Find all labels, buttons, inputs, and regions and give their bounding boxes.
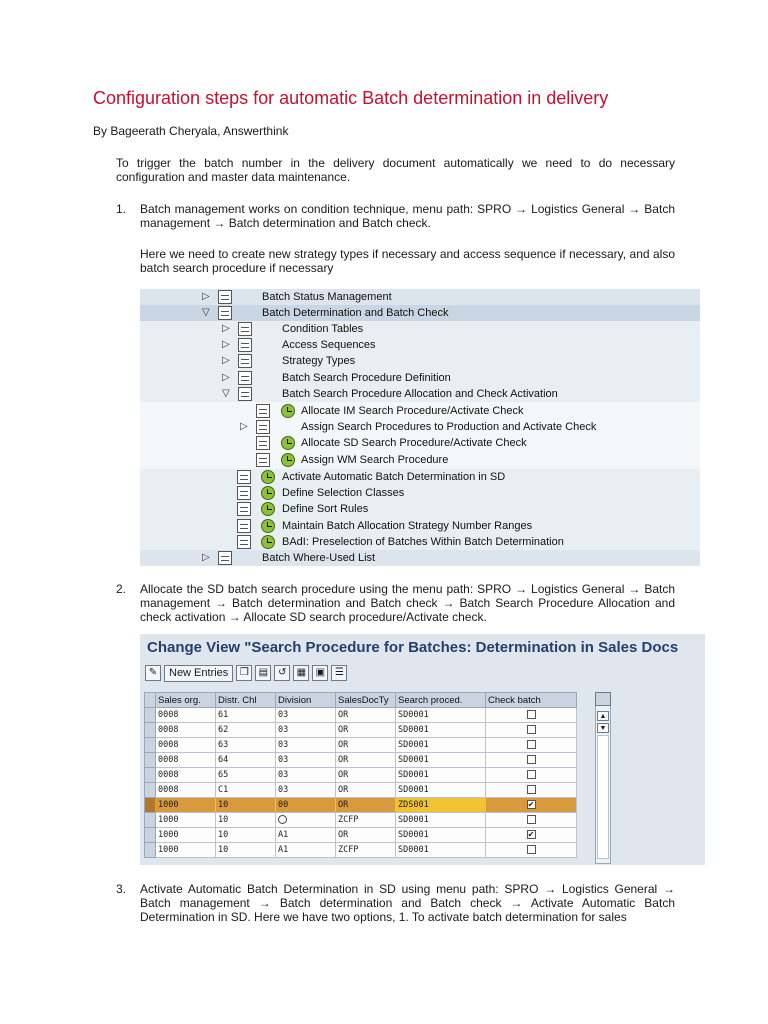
expand-triangle-icon[interactable]: ▷: [222, 339, 230, 350]
sales-doc-type-cell[interactable]: OR: [336, 798, 396, 813]
tree-node-label: Batch Where-Used List: [262, 552, 376, 564]
document-icon: [237, 470, 251, 484]
sales-doc-type-cell[interactable]: OR: [336, 828, 396, 843]
table-row[interactable]: [145, 738, 577, 753]
document-icon: [238, 338, 252, 352]
sales-org-cell[interactable]: 1000: [156, 813, 216, 828]
step-2-text: Allocate the SD batch search procedure using the menu path: SPRO → Logistics General → Batch management → Batch determination and Batch check → Batch Search Procedure Allocation and check activation → Allocate SD search procedure/Activate check.: [140, 582, 675, 624]
step-1-text: Batch management works on condition technique, menu path: SPRO → Logistics General → Batch management → Batch determination and Batch check.: [140, 202, 675, 230]
tree-node[interactable]: [140, 419, 700, 435]
check-batch-checkbox[interactable]: [527, 770, 536, 779]
tree-node[interactable]: [140, 353, 700, 369]
check-batch-cell[interactable]: [486, 828, 577, 843]
check-batch-cell[interactable]: [486, 708, 577, 723]
step-1-number: 1.: [116, 202, 127, 216]
sales-org-cell[interactable]: 1000: [156, 843, 216, 858]
tree-node[interactable]: [140, 403, 700, 419]
distr-chl-cell[interactable]: 10: [216, 798, 276, 813]
execute-clock-icon[interactable]: [261, 502, 275, 516]
tree-node-label: Condition Tables: [282, 323, 364, 335]
row-selector[interactable]: [145, 813, 156, 828]
table-row[interactable]: [145, 723, 577, 738]
sales-org-cell[interactable]: 0008: [156, 708, 216, 723]
row-selector[interactable]: [145, 708, 156, 723]
document-title: Configuration steps for automatic Batch determination in delivery: [93, 88, 609, 108]
distr-chl-cell[interactable]: 64: [216, 753, 276, 768]
execute-clock-icon[interactable]: [281, 436, 295, 450]
distr-chl-cell[interactable]: 10: [216, 813, 276, 828]
collapse-triangle-icon[interactable]: ▽: [222, 388, 230, 399]
tree-node[interactable]: [140, 485, 700, 501]
tree-node[interactable]: [140, 550, 700, 566]
division-cell[interactable]: 03: [276, 738, 336, 753]
sap-toolbar: [145, 664, 347, 682]
search-procedure-cell[interactable]: SD0001: [396, 828, 486, 843]
tree-node-label: Access Sequences: [282, 339, 376, 351]
document-icon: [256, 404, 270, 418]
tree-node[interactable]: [140, 386, 700, 402]
document-icon: [238, 387, 252, 401]
expand-triangle-icon[interactable]: ▷: [202, 291, 210, 302]
search-procedure-cell[interactable]: SD0001: [396, 843, 486, 858]
check-batch-checkbox[interactable]: [527, 815, 536, 824]
scrollbar-thumb[interactable]: [597, 735, 609, 859]
expand-triangle-icon[interactable]: ▷: [222, 372, 230, 383]
execute-clock-icon[interactable]: [281, 404, 295, 418]
search-procedure-cell[interactable]: SD0001: [396, 813, 486, 828]
sales-org-cell[interactable]: 0008: [156, 783, 216, 798]
division-cell[interactable]: A1: [276, 843, 336, 858]
check-batch-cell[interactable]: [486, 753, 577, 768]
new-entries-button[interactable]: New Entries: [164, 665, 233, 682]
tree-node[interactable]: [140, 501, 700, 517]
division-cell[interactable]: 00: [276, 798, 336, 813]
search-procedure-cell[interactable]: SD0001: [396, 738, 486, 753]
sales-doc-type-cell[interactable]: OR: [336, 708, 396, 723]
document-icon: [237, 519, 251, 533]
document-icon: [237, 502, 251, 516]
tree-node[interactable]: [140, 469, 700, 485]
search-procedure-table: [144, 692, 577, 858]
distr-chl-cell[interactable]: 61: [216, 708, 276, 723]
check-batch-checkbox[interactable]: ✔: [527, 830, 535, 839]
step-1-note: Here we need to create new strategy types if necessary and access sequence if necessary, and also batch search procedure if necessary: [140, 247, 675, 275]
check-batch-cell[interactable]: [486, 813, 577, 828]
column-header: Search proced.: [396, 693, 486, 708]
expand-triangle-icon[interactable]: ▷: [202, 552, 210, 563]
sales-org-cell[interactable]: 0008: [156, 768, 216, 783]
tree-node[interactable]: [140, 452, 700, 468]
tree-node-label: Batch Search Procedure Definition: [282, 372, 451, 384]
tree-node[interactable]: [140, 518, 700, 534]
expand-triangle-icon[interactable]: ▷: [222, 355, 230, 366]
table-row[interactable]: [145, 828, 577, 843]
execute-clock-icon[interactable]: [281, 453, 295, 467]
tree-node-label: Allocate SD Search Procedure/Activate Check: [301, 437, 527, 449]
column-header: SalesDocTy: [336, 693, 396, 708]
check-batch-cell[interactable]: [486, 783, 577, 798]
check-batch-cell[interactable]: [486, 723, 577, 738]
division-cell[interactable]: 03: [276, 768, 336, 783]
document-icon: [256, 420, 270, 434]
scroll-down-icon[interactable]: ▼: [597, 723, 609, 733]
table-row[interactable]: [145, 708, 577, 723]
deselect-icon[interactable]: ▣: [312, 665, 328, 681]
tree-node[interactable]: [140, 305, 700, 321]
row-selector-header: [145, 693, 156, 708]
undo-icon[interactable]: ↺: [274, 665, 290, 681]
select-all-icon[interactable]: ▦: [293, 665, 309, 681]
check-batch-cell[interactable]: [486, 738, 577, 753]
tree-node-label: Maintain Batch Allocation Strategy Number Ranges: [282, 520, 533, 532]
edit-pencil-icon[interactable]: ✎: [145, 665, 161, 681]
distr-chl-cell[interactable]: 65: [216, 768, 276, 783]
execute-clock-icon[interactable]: [261, 470, 275, 484]
vertical-scrollbar[interactable]: [595, 692, 611, 864]
division-cell[interactable]: A1: [276, 828, 336, 843]
row-selector[interactable]: [145, 828, 156, 843]
document-icon: [238, 371, 252, 385]
sales-org-cell[interactable]: 0008: [156, 723, 216, 738]
check-batch-checkbox[interactable]: [527, 785, 536, 794]
copy-icon[interactable]: ❐: [236, 665, 252, 681]
row-selector[interactable]: [145, 798, 156, 813]
sales-org-cell[interactable]: 1000: [156, 828, 216, 843]
document-icon: [238, 354, 252, 368]
row-selector[interactable]: [145, 768, 156, 783]
check-batch-checkbox[interactable]: [527, 710, 536, 719]
step-3-number: 3.: [116, 882, 127, 896]
details-icon[interactable]: ☰: [331, 665, 347, 681]
intro-paragraph: To trigger the batch number in the delivery document automatically we need to do necessary configuration and master data maintenance.: [116, 156, 675, 184]
distr-chl-cell[interactable]: 10: [216, 828, 276, 843]
table-row-highlighted[interactable]: [145, 798, 577, 813]
sales-doc-type-cell[interactable]: ZCFP: [336, 843, 396, 858]
row-selector[interactable]: [145, 753, 156, 768]
f4-help-icon[interactable]: [278, 815, 287, 824]
table-row[interactable]: [145, 768, 577, 783]
table-row[interactable]: [145, 813, 577, 828]
tree-node-label: Allocate IM Search Procedure/Activate Check: [301, 405, 524, 417]
tree-node[interactable]: [140, 321, 700, 337]
distr-chl-cell[interactable]: 63: [216, 738, 276, 753]
table-row[interactable]: [145, 843, 577, 858]
sales-doc-type-cell[interactable]: OR: [336, 783, 396, 798]
img-menu-tree: [140, 289, 700, 566]
search-procedure-cell[interactable]: SD0001: [396, 768, 486, 783]
tree-node-label: Define Selection Classes: [282, 487, 405, 499]
tree-node-label: BAdI: Preselection of Batches Within Batch Determination: [282, 536, 564, 548]
tree-node-label: Strategy Types: [282, 355, 356, 367]
check-batch-checkbox[interactable]: [527, 740, 536, 749]
search-procedure-cell[interactable]: SD0001: [396, 753, 486, 768]
check-batch-checkbox[interactable]: ✔: [527, 800, 535, 809]
expand-triangle-icon[interactable]: ▷: [240, 421, 248, 432]
check-batch-cell[interactable]: [486, 798, 577, 813]
column-settings-icon[interactable]: [595, 692, 611, 706]
sales-org-cell[interactable]: 1000: [156, 798, 216, 813]
row-selector[interactable]: [145, 738, 156, 753]
table-row[interactable]: [145, 783, 577, 798]
tree-node-label: Define Sort Rules: [282, 503, 369, 515]
sales-doc-type-cell[interactable]: OR: [336, 768, 396, 783]
step-2-number: 2.: [116, 582, 127, 596]
document-icon: [237, 535, 251, 549]
step-3-text: Activate Automatic Batch Determination in SD using menu path: SPRO → Logistics General → Batch management → Batch determination and Batch check → Activate Automatic Batch Determination in SD. Here we have two options, 1. To activate batch determination for sales: [140, 882, 675, 924]
document-icon: [237, 486, 251, 500]
img-sap-table: [140, 634, 705, 865]
check-batch-cell[interactable]: [486, 768, 577, 783]
search-procedure-cell[interactable]: SD0001: [396, 783, 486, 798]
division-cell[interactable]: 03: [276, 783, 336, 798]
column-header: Check batch: [486, 693, 577, 708]
column-header: Division: [276, 693, 336, 708]
byline: By Bageerath Cheryala, Answerthink: [93, 124, 289, 138]
document-icon: [256, 436, 270, 450]
check-batch-checkbox[interactable]: [527, 755, 536, 764]
tree-node[interactable]: [140, 289, 700, 305]
sales-doc-type-cell[interactable]: OR: [336, 753, 396, 768]
sales-org-cell[interactable]: 0008: [156, 753, 216, 768]
expand-triangle-icon[interactable]: ▷: [222, 323, 230, 334]
execute-clock-icon[interactable]: [261, 535, 275, 549]
search-procedure-cell[interactable]: ZDS001: [396, 798, 486, 813]
check-batch-cell[interactable]: [486, 843, 577, 858]
tree-node-label: Assign Search Procedures to Production and Activate Check: [301, 421, 597, 433]
execute-clock-icon[interactable]: [261, 486, 275, 500]
row-selector[interactable]: [145, 723, 156, 738]
check-batch-checkbox[interactable]: [527, 845, 536, 854]
division-cell[interactable]: 03: [276, 723, 336, 738]
document-icon: [256, 453, 270, 467]
distr-chl-cell[interactable]: C1: [216, 783, 276, 798]
tree-node[interactable]: [140, 435, 700, 451]
tree-node-label: Batch Status Management: [262, 291, 392, 303]
document-icon: [218, 290, 232, 304]
execute-clock-icon[interactable]: [261, 519, 275, 533]
tree-node-label: Assign WM Search Procedure: [301, 454, 449, 466]
tree-node[interactable]: [140, 337, 700, 353]
sales-org-cell[interactable]: 0008: [156, 738, 216, 753]
table-row[interactable]: [145, 753, 577, 768]
distr-chl-cell[interactable]: 62: [216, 723, 276, 738]
column-header: Distr. Chl: [216, 693, 276, 708]
division-cell[interactable]: [276, 813, 336, 828]
scroll-up-icon[interactable]: ▲: [597, 711, 609, 721]
search-procedure-cell[interactable]: SD0001: [396, 708, 486, 723]
distr-chl-cell[interactable]: 10: [216, 843, 276, 858]
tree-node[interactable]: [140, 370, 700, 386]
sales-doc-type-cell[interactable]: OR: [336, 738, 396, 753]
column-header: Sales org.: [156, 693, 216, 708]
save-icon[interactable]: ▤: [255, 665, 271, 681]
document-icon: [218, 551, 232, 565]
tree-node-label: Batch Determination and Batch Check: [262, 307, 449, 319]
division-cell[interactable]: 03: [276, 708, 336, 723]
sales-doc-type-cell[interactable]: ZCFP: [336, 813, 396, 828]
document-icon: [238, 322, 252, 336]
tree-node-label: Activate Automatic Batch Determination in SD: [282, 471, 506, 483]
sales-doc-type-cell[interactable]: OR: [336, 723, 396, 738]
tree-node[interactable]: [140, 534, 700, 550]
sap-screen-title: Change View "Search Procedure for Batches: Determination in Sales Docs: [147, 639, 679, 656]
row-selector[interactable]: [145, 843, 156, 858]
search-procedure-cell[interactable]: SD0001: [396, 723, 486, 738]
collapse-triangle-icon[interactable]: ▽: [202, 307, 210, 318]
document-icon: [218, 306, 232, 320]
check-batch-checkbox[interactable]: [527, 725, 536, 734]
row-selector[interactable]: [145, 783, 156, 798]
division-cell[interactable]: 03: [276, 753, 336, 768]
tree-node-label: Batch Search Procedure Allocation and Check Activation: [282, 388, 558, 400]
